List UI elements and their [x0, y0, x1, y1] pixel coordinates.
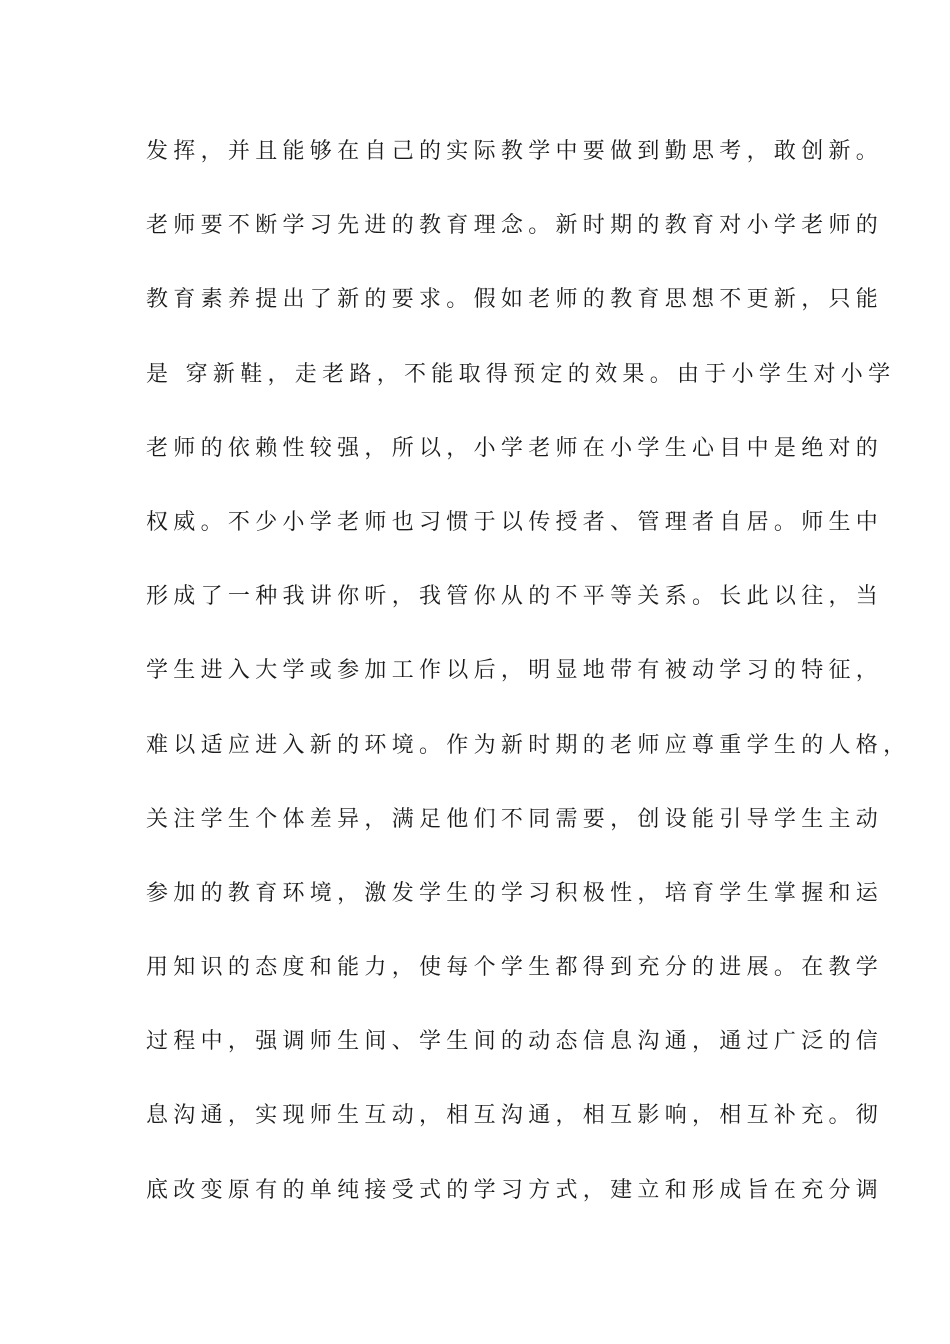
- text-line-7: 形成了一种我讲你听，我管你从的不平等关系。长此以往，当: [146, 584, 884, 610]
- text-line-9: 难以适应进入新的环境。作为新时期的老师应尊重学生的人格，: [146, 732, 911, 758]
- text-line-15: 底改变原有的单纯接受式的学习方式，建立和形成旨在充分调: [146, 1177, 884, 1203]
- text-line-14: 息沟通，实现师生互动，相互沟通，相互影响，相互补充。彻: [146, 1103, 884, 1129]
- text-line-1: 发挥，并且能够在自己的实际教学中要做到勤思考，敢创新。: [146, 139, 884, 164]
- text-line-6: 权威。不少小学老师也习惯于以传授者、管理者自居。师生中: [146, 509, 884, 535]
- text-line-12: 用知识的态度和能力，使每个学生都得到充分的进展。在教学: [146, 955, 884, 981]
- text-line-11: 参加的教育环境，激发学生的学习积极性，培育学生掌握和运: [146, 880, 884, 906]
- body-text: [146, 128, 911, 1241]
- text-line-10: 关注学生个体差异，满足他们不同需要，创设能引导学生主动: [146, 806, 884, 832]
- text-line-8: 学生进入大学或参加工作以后，明显地带有被动学习的特征，: [146, 658, 884, 684]
- text-line-13: 过程中，强调师生间、学生间的动态信息沟通，通过广泛的信: [146, 1029, 884, 1055]
- text-line-5: 老师的依赖性较强，所以，小学老师在小学生心目中是绝对的: [146, 435, 884, 461]
- text-line-3: 教育素养提出了新的要求。假如老师的教育思想不更新，只能: [146, 287, 884, 313]
- text-line-2: 老师要不断学习先进的教育理念。新时期的教育对小学老师的: [146, 213, 884, 239]
- text-line-4: 是 穿新鞋，走老路，不能取得预定的效果。由于小学生对小学: [146, 361, 896, 387]
